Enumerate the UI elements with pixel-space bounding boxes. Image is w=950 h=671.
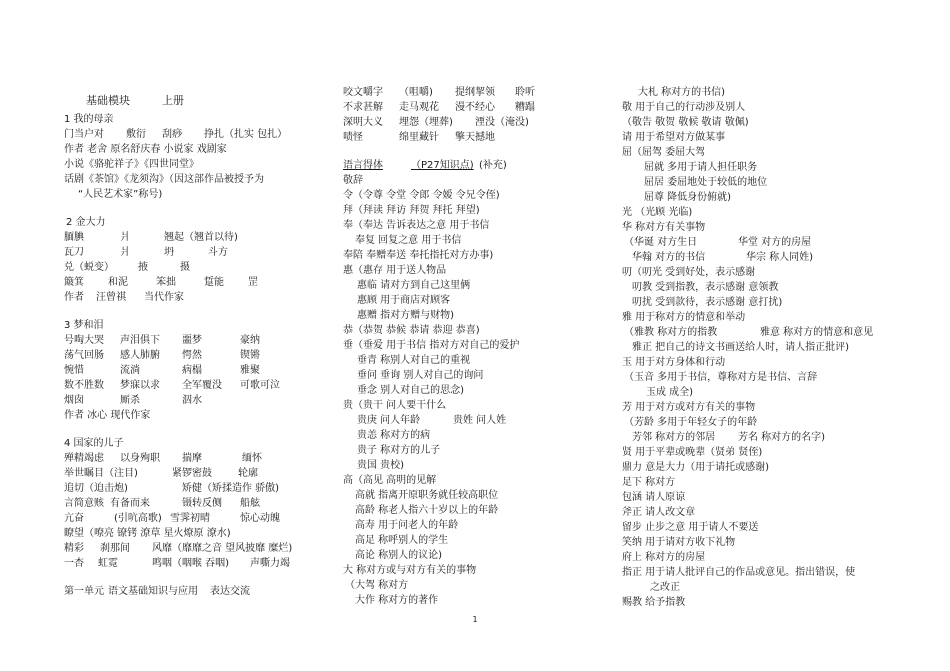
text-cell: 惋惜 bbox=[64, 365, 84, 376]
text-cell: 上册 bbox=[162, 94, 184, 107]
text-cell: 之改正 bbox=[650, 582, 680, 593]
text-cell: 第一单元 bbox=[64, 586, 104, 597]
text-cell: 数不胜数 bbox=[64, 380, 104, 391]
text-cell: 亢奋 bbox=[64, 513, 84, 524]
text-cell: 话剧《茶馆》《龙须沟》（因这部作品被授予为 bbox=[64, 174, 264, 185]
text-cell: 雅聚 bbox=[240, 365, 260, 376]
text-cell: 惠临 请对方到自己这里俩 bbox=[357, 280, 471, 291]
text-cell: 声泪俱下 bbox=[120, 335, 160, 346]
text-cell: 全军覆没 bbox=[182, 380, 222, 391]
text-cell: 惊心动魄 bbox=[240, 513, 280, 524]
text-cell: 高龄 称老人指六十岁以上的年龄 bbox=[355, 505, 499, 516]
text-cell: 雅 用于称对方的情意和举动 bbox=[622, 312, 746, 323]
text-cell: 芳邻 称对方的邻居 bbox=[632, 432, 716, 443]
text-cell: 笨拙 bbox=[156, 277, 176, 288]
text-cell: 大札 称对方的书信) bbox=[638, 87, 726, 98]
text-cell: 基础模块 bbox=[86, 94, 130, 107]
text-cell: 有备而来 bbox=[110, 498, 150, 509]
text-cell: 贵恙 称对方的病 bbox=[357, 430, 431, 441]
text-cell: 流淌 bbox=[120, 365, 140, 376]
text-cell: 挣扎（扎实 包扎） bbox=[204, 129, 288, 140]
text-cell: 贵（贵干 问人要干什么 bbox=[343, 400, 447, 411]
text-cell: 船舷 bbox=[240, 498, 260, 509]
text-cell: 惠赠 指对方赠与财物) bbox=[357, 310, 455, 321]
text-cell: 摄 bbox=[180, 262, 190, 273]
text-cell: 簸箕 bbox=[64, 277, 84, 288]
text-cell: 令（令尊 令堂 令郎 令嫒 令兄令侄) bbox=[343, 190, 500, 201]
text-cell: 小说《骆驼祥子》《四世同堂》 bbox=[64, 159, 199, 170]
text-cell: 糟蹋 bbox=[515, 102, 535, 113]
text-cell: 屈居 委屈地处于较低的地位 bbox=[644, 177, 768, 188]
text-cell: 恭（恭贺 恭候 恭请 恭迎 恭喜) bbox=[343, 325, 480, 336]
text-cell: 敬 用于自己的行动涉及别人 bbox=[622, 102, 746, 113]
text-cell: 大作 称对方的著作 bbox=[355, 595, 439, 606]
text-cell: 玉 用于对方身体和行动 bbox=[622, 357, 726, 368]
text-cell: 风靡（靡靡之音 望风披靡 糜烂) bbox=[152, 543, 293, 554]
text-cell: 豪纳 bbox=[240, 335, 260, 346]
text-cell: 3 梦和泪 bbox=[64, 320, 104, 331]
text-cell: 深明大义 bbox=[343, 117, 383, 128]
text-cell: 请 用于希望对方做某事 bbox=[622, 132, 726, 143]
text-cell: 垂（垂爱 用于书信 指对方对自己的爱护 bbox=[343, 340, 520, 351]
text-cell: 轮廓 bbox=[238, 468, 258, 479]
text-cell: 殚精竭虑 bbox=[64, 453, 104, 464]
text-cell: （玉音 多用于书信，尊称对方是书信、言辞 bbox=[624, 372, 818, 383]
text-cell: （芳龄 多用于年轻女子的年龄 bbox=[624, 417, 758, 428]
text-cell: 敷衍 bbox=[126, 129, 146, 140]
text-cell: 贵庚 问人年龄 bbox=[357, 415, 421, 426]
text-cell: 大 称对方或与对方有关的事物 bbox=[343, 565, 477, 576]
text-cell: 和泥 bbox=[108, 277, 128, 288]
text-cell: 瓦刀 bbox=[64, 247, 84, 258]
text-cell: 不求甚解 bbox=[343, 102, 383, 113]
text-cell: 荡气回肠 bbox=[64, 350, 104, 361]
text-cell: 门当户对 bbox=[64, 129, 104, 140]
text-cell: （敬告 敬贺 敬候 敬请 敬佩) bbox=[622, 117, 749, 128]
text-cell: 掖 bbox=[138, 262, 148, 273]
text-cell: 叨扰 受到款待，表示感谢 意打扰) bbox=[632, 297, 783, 308]
text-cell: 紧锣密鼓 bbox=[172, 468, 212, 479]
text-cell: 奉（奉达 告诉表达之意 用于书信 bbox=[343, 220, 490, 231]
text-cell: 梦寐以求 bbox=[120, 380, 160, 391]
text-cell: 作者 bbox=[64, 292, 84, 303]
text-cell: 当代作家 bbox=[144, 292, 184, 303]
text-cell: 垂青 称别人对自己的重视 bbox=[357, 355, 471, 366]
text-cell: 4 国家的儿子 bbox=[64, 438, 124, 449]
text-cell: 屈尊 降低身份俯就) bbox=[644, 192, 732, 203]
text-cell: 作者 老舍 原名舒庆春 小说家 戏剧家 bbox=[64, 144, 227, 155]
text-cell: 惠（惠存 用于送人物品 bbox=[343, 265, 447, 276]
text-cell: 汪曾祺 bbox=[96, 292, 126, 303]
text-cell: 屈就 多用于请人担任职务 bbox=[644, 162, 758, 173]
text-cell: （大驾 称对方 bbox=[345, 580, 409, 591]
text-cell: 言简意赅 bbox=[64, 498, 104, 509]
text-cell: 光 （光顾 光临) bbox=[622, 207, 693, 218]
text-cell: 指正 用于请人批评自己的作品或意见。指出错误，使 bbox=[622, 567, 856, 578]
text-cell: 贵国 贵校) bbox=[357, 460, 405, 471]
text-cell: 表达交流 bbox=[210, 586, 250, 597]
text-cell: 语文基础知识与应用 bbox=[108, 586, 198, 597]
text-cell: 雅正 把自己的诗文书画送给人时，请人指正批评) bbox=[632, 342, 850, 353]
text-cell: 可歌可泣 bbox=[240, 380, 280, 391]
text-cell: 高足 称呼别人的学生 bbox=[355, 535, 449, 546]
text-cell: 揣摩 bbox=[182, 453, 202, 464]
text-cell: 聆听 bbox=[515, 87, 535, 98]
text-cell: 屈（屈驾 委屈大驾 bbox=[622, 147, 706, 158]
text-cell: 芳 用于对方或对方有关的事物 bbox=[622, 402, 756, 413]
text-cell: 斧正 请人改文章 bbox=[622, 507, 696, 518]
text-cell: 厮杀 bbox=[120, 395, 140, 406]
text-cell: 高论 称别人的议论) bbox=[355, 550, 443, 561]
text-cell: 笑纳 用于请对方收下礼物 bbox=[622, 537, 736, 548]
text-cell: 2 金大力 bbox=[66, 217, 106, 228]
text-cell: 雪霁初晴 bbox=[170, 513, 210, 524]
text-cell: 缅怀 bbox=[242, 453, 262, 464]
text-cell: 垂问 垂询 别人对自己的询问 bbox=[357, 370, 484, 381]
text-cell: 擎天撼地 bbox=[455, 132, 495, 143]
text-cell: 镊转反侧 bbox=[182, 498, 222, 509]
text-cell: 湮没（淹没) bbox=[475, 117, 529, 128]
text-cell: 垂念 别人对自己的思念) bbox=[357, 385, 465, 396]
text-cell: 芳名 称对方的名字) bbox=[738, 432, 826, 443]
text-cell: 留步 止步之意 用于请人不要送 bbox=[622, 522, 759, 533]
page-number: 1 bbox=[472, 615, 478, 624]
text-cell: 提纲挈领 bbox=[455, 87, 495, 98]
text-cell: 奉陪 奉赠奉送 奉托指托对方办事) bbox=[343, 250, 494, 261]
text-cell: 贤 用于平辈或晚辈（贤弟 贤侄) bbox=[622, 447, 763, 458]
text-cell: 埋怨（埋葬) bbox=[399, 117, 453, 128]
text-cell: 瞭望（嘹亮 镣铐 潦草 星火燎原 潦水) bbox=[64, 528, 231, 539]
text-cell: 罡 bbox=[248, 277, 258, 288]
text-cell: 踅能 bbox=[204, 277, 224, 288]
text-cell: 惠顾 用于商店对顾客 bbox=[357, 295, 451, 306]
text-cell: 爿 bbox=[120, 247, 130, 258]
text-cell: 坍 bbox=[164, 247, 174, 258]
text-cell: 精彩 bbox=[64, 543, 84, 554]
text-cell: 刮痧 bbox=[162, 129, 182, 140]
text-cell: (引吭高歌) bbox=[114, 513, 162, 524]
text-cell: 烟囱 bbox=[64, 395, 84, 406]
text-cell: 绵里藏针 bbox=[399, 132, 439, 143]
text-cell: 雅意 称对方的情意和意见 bbox=[760, 327, 874, 338]
text-cell: 噩梦 bbox=[182, 335, 202, 346]
text-cell: 兑（蜕变） bbox=[64, 262, 114, 273]
text-cell: 翘起（翘首以待) bbox=[164, 232, 238, 243]
text-cell: 敬辞 bbox=[343, 175, 363, 186]
text-cell: 赐教 给予指教 bbox=[622, 597, 686, 608]
text-cell: 举世瞩目（注目) bbox=[64, 468, 138, 479]
text-cell: 虹霓 bbox=[98, 558, 118, 569]
text-cell: 追切（迫击炮) bbox=[64, 483, 128, 494]
text-cell: 咬文嚼字 bbox=[343, 87, 383, 98]
text-cell: 拜（拜读 拜访 拜贺 拜托 拜望) bbox=[343, 205, 480, 216]
text-cell: 感人肺腑 bbox=[120, 350, 160, 361]
text-cell: 矫健（矫揉造作 骄傲) bbox=[182, 483, 280, 494]
text-cell: 包涵 请人原谅 bbox=[622, 492, 686, 503]
text-cell: 病榻 bbox=[182, 365, 202, 376]
text-cell: 腼腆 bbox=[64, 232, 84, 243]
text-cell: 啧怪 bbox=[343, 132, 363, 143]
text-cell: （咀嚼) bbox=[399, 87, 433, 98]
text-cell: （华诞 对方生日 bbox=[624, 237, 698, 248]
text-cell: 鸣咽（咽喉 吞咽) bbox=[152, 558, 230, 569]
text-cell: 爿 bbox=[120, 232, 130, 243]
text-cell: 高就 指离开原职务就任较高职位 bbox=[355, 490, 499, 501]
text-cell: 语言得体 bbox=[343, 160, 383, 171]
text-cell: 1 我的母亲 bbox=[64, 114, 114, 125]
text-cell: 号啕大哭 bbox=[64, 335, 104, 346]
text-cell: 玉成 成全) bbox=[646, 387, 694, 398]
text-cell: 刹那间 bbox=[100, 543, 130, 554]
text-cell: 叨教 受到指教，表示感谢 意领教 bbox=[632, 282, 779, 293]
text-cell: 华宗 称人同姓) bbox=[746, 252, 814, 263]
text-cell: 漫不经心 bbox=[455, 102, 495, 113]
text-cell: 足下 称对方 bbox=[622, 477, 676, 488]
text-cell: 奉复 回复之意 用于书信 bbox=[355, 235, 462, 246]
text-cell: 叨（叨光 受到好处，表示感谢 bbox=[622, 267, 756, 278]
text-cell: 高寿 用于问老人的年龄 bbox=[355, 520, 459, 531]
text-cell: 泅水 bbox=[182, 395, 202, 406]
text-cell: 华翰 对方的书信 bbox=[632, 252, 706, 263]
text-cell: 走马观花 bbox=[399, 102, 439, 113]
text-cell: 鼎力 意是大力（用于请托或感谢) bbox=[622, 462, 770, 473]
text-cell: 贵子 称对方的儿子 bbox=[357, 445, 441, 456]
text-cell: 作者 冰心 现代作家 bbox=[64, 410, 151, 421]
text-cell: （P27知识点) bbox=[411, 160, 474, 171]
text-cell: (补充) bbox=[479, 160, 507, 171]
text-cell: 华堂 对方的房屋 bbox=[738, 237, 812, 248]
text-cell: 府上 称对方的房屋 bbox=[622, 552, 706, 563]
text-cell: “人民艺术家”称号) bbox=[78, 189, 163, 200]
text-cell: 愕然 bbox=[182, 350, 202, 361]
text-cell: 声嘶力竭 bbox=[250, 558, 290, 569]
text-cell: 锲锵 bbox=[240, 350, 260, 361]
text-cell: 华 称对方有关事物 bbox=[622, 222, 706, 233]
text-cell: 高（高见 高明的见解 bbox=[343, 475, 437, 486]
text-cell: 一杏 bbox=[64, 558, 84, 569]
text-cell: 以身殉职 bbox=[120, 453, 160, 464]
text-cell: （雅教 称对方的指教 bbox=[624, 327, 718, 338]
text-cell: 贵姓 问人姓 bbox=[453, 415, 507, 426]
text-cell: 斗方 bbox=[208, 247, 228, 258]
